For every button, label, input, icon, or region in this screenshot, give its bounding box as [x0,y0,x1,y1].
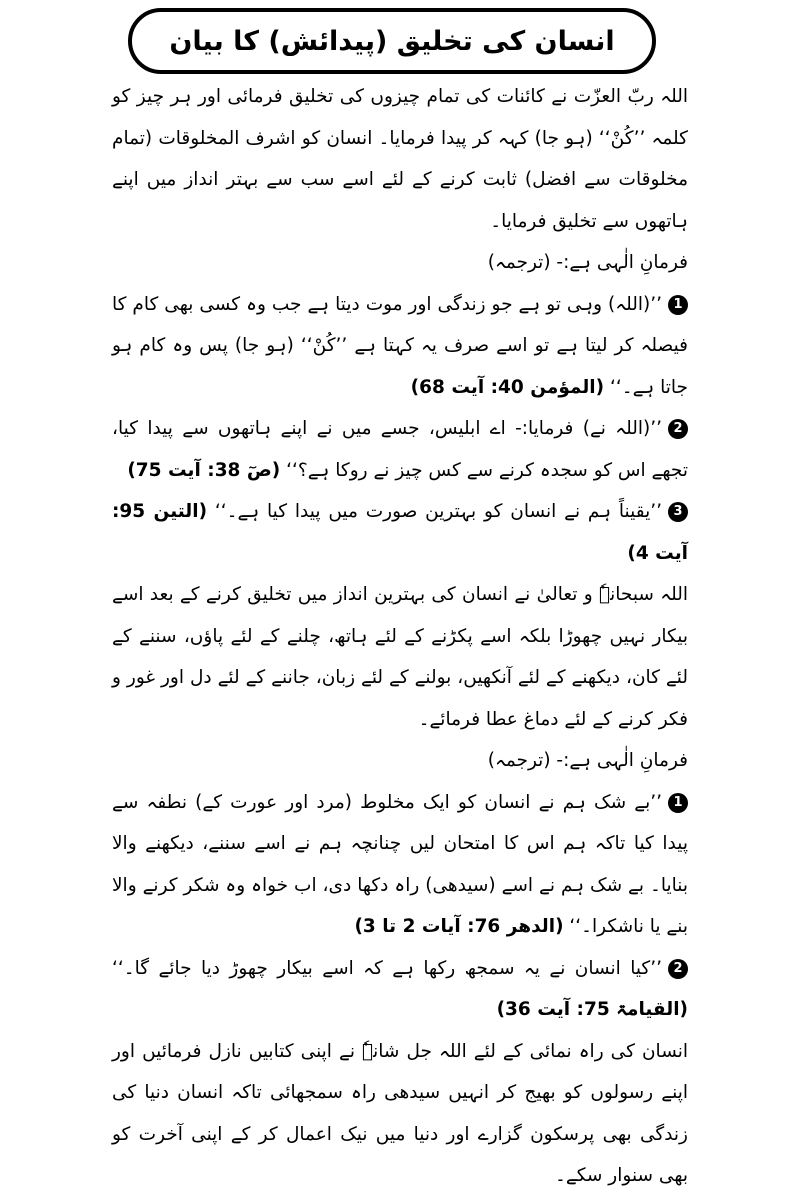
verse-item [112,491,688,574]
closing-paragraph: انسان کی راہ نمائی کے لئے اللہ جل شانہٗ نے اپنی کتابیں نازل فرمائیں اور اپنے رسولوں کو بھیج کر انہیں سیدھی راہ سمجھائی تاکہ انسان دنیا کی زندگی بھی پرسکون گزارے اور دنیا میں نیک اعمال کر کے اپنی آخرت کو بھی سنوار سکے۔ [112,1040,688,1186]
section-heading-2: فرمانِ الٰہی ہے:- (ترجمہ) [487,750,688,771]
section-heading-1: فرمانِ الٰہی ہے:- (ترجمہ) [487,252,688,273]
intro-paragraph: اللہ ربّ العزّت نے کائنات کی تمام چیزوں کی تخلیق فرمائی اور ہر چیز کو کلمہ ’’کُنْ‘‘ (ہو جا) کہہ کر پیدا فرمایا۔ انسان کو اشرف المخلوقات (تمام مخلوقات سے افضل) ثابت کرنے کے لئے اسے سب سے بہتر انداز میں اپنے ہاتھوں سے تخلیق فرمایا۔ [112,86,688,232]
verse-reference: (التین 95: آیت 4) [112,501,688,564]
verse-reference: (صٓ 38: آیت 75) [127,459,281,481]
page-title: انسان کی تخلیق (پیدائش) کا بیان [169,25,615,57]
number-badge: 2 [668,419,688,439]
number-badge: 1 [668,295,688,315]
title-frame [128,8,656,74]
verse-item [112,284,688,409]
number-badge: 2 [668,959,688,979]
verse-reference: (المؤمن 40: آیت 68) [410,376,605,398]
verse-reference: (القیامۃ 75: آیت 36) [496,999,688,1020]
verse-text: ’’(اللہ نے) فرمایا:- اے ابلیس، جسے میں نے اپنے ہاتھوں سے پیدا کیا، تجھے اس کو سجدہ کرنے سے کس چیز نے روکا ہے؟‘‘ [112,418,688,481]
document-body [112,76,688,1197]
verse-text: ’’یقیناً ہم نے انسان کو بہترین صورت میں پیدا کیا ہے۔‘‘ [214,501,662,522]
verse-reference: (الدھر 76: آیات 2 تا 3) [354,916,564,937]
verse-text: ’’(اللہ) وہی تو ہے جو زندگی اور موت دیتا ہے جب وہ کسی بھی کام کا فیصلہ کر لیتا ہے تو اسے صرف یہ کہتا ہے ’’کُنْ‘‘ (ہو جا) پس وہ کام ہو جاتا ہے۔‘‘ [112,293,688,398]
verse-text: ’’بے شک ہم نے انسان کو ایک مخلوط (مرد اور عورت کے) نطفہ سے پیدا کیا تاکہ ہم اس کا امتحان لیں چنانچہ ہم نے اسے سننے، دیکھنے والا بنایا۔ بے شک ہم نے اسے (سیدھی) راہ دکھا دی، اب خواہ وہ شکر کرنے والا بنے یا ناشکرا۔‘‘ [112,791,688,937]
number-badge: 3 [668,502,688,522]
verse-item [112,782,688,948]
number-badge: 1 [668,793,688,813]
middle-paragraph: اللہ سبحانہٗ و تعالیٰ نے انسان کی بہترین انداز میں تخلیق کرنے کے بعد اسے بیکار نہیں چھوڑا بلکہ اسے پکڑنے کے لئے ہاتھ، چلنے کے لئے پاؤں، سننے کے لئے کان، دیکھنے کے لئے آنکھیں، بولنے کے لئے زبان، جاننے کے لئے دل اور غور و فکر کرنے کے لئے دماغ عطا فرمائے۔ [112,584,688,730]
verse-item [112,948,688,1031]
verse-text: ’’کیا انسان نے یہ سمجھ رکھا ہے کہ اسے بیکار چھوڑ دیا جائے گا۔‘‘ [112,957,662,979]
verse-item [112,408,688,491]
